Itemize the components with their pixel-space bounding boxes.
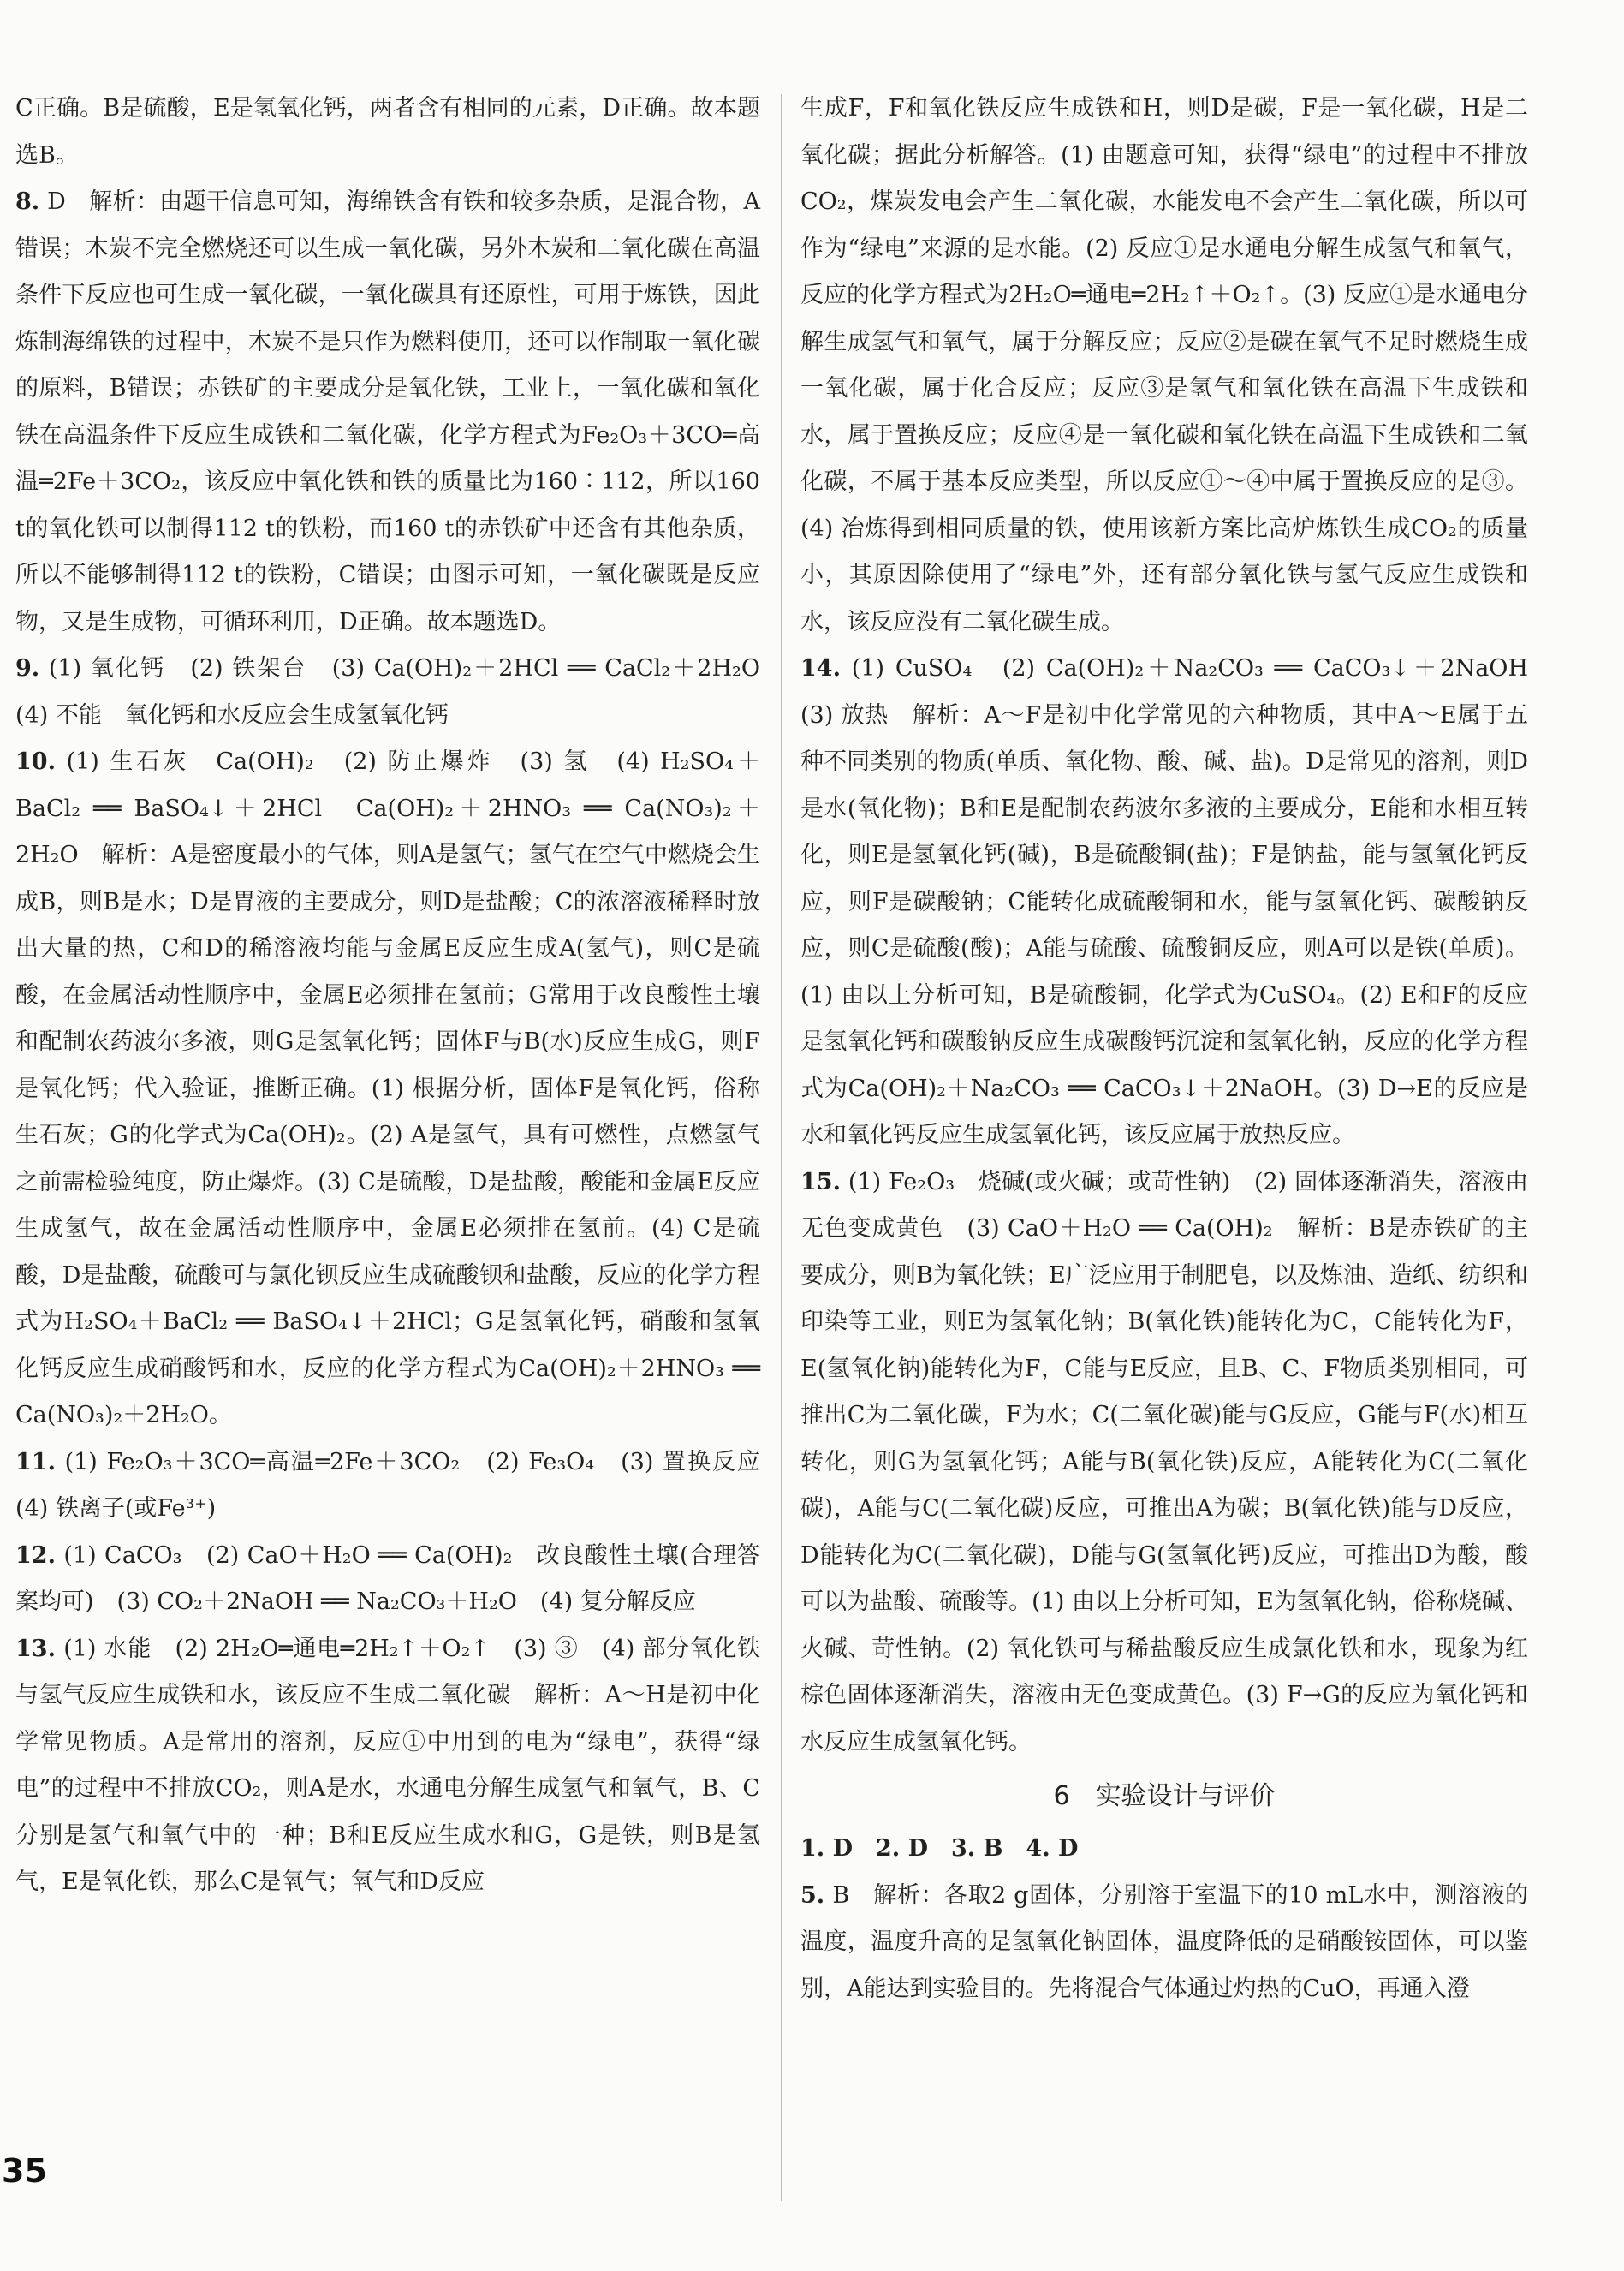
column-separator	[781, 94, 782, 2201]
answers-1-4: 1. D 2. D 3. B 4. D	[800, 1835, 1079, 1862]
answer-8: 8. D 解析：由题干信息可知，海绵铁含有铁和较多杂质，是混合物，A错误；木炭不完全燃烧还可以生成一氧化碳，另外木炭和二氧化碳在高温条件下反应也可生成一氧化碳，一氧化碳具有还原性，可用于炼铁，因此炼制海绵铁的过程中，木炭不是只作为燃料使用，还可以作制取一氧化碳的原料，B错误；赤铁矿的主要成分是氧化铁，工业上，一氧化碳和氧化铁在高温条件下反应生成铁和二氧化碳，化学方程式为Fe₂O₃＋3CO═高温═2Fe＋3CO₂，该反应中氧化铁和铁的质量比为160∶112，所以160 t的氧化铁可以制得112 t的铁粉，而160 t的赤铁矿中还含有其他杂质，所以不能够制得112 t的铁粉，C错误；由图示可知，一氧化碳既是反应物，又是生成物，可循环利用，D正确。故本题选D。	[15, 188, 760, 635]
answer-10: 10. (1) 生石灰 Ca(OH)₂ (2) 防止爆炸 (3) 氢 (4) H₂SO₄＋BaCl₂ ══ BaSO₄↓＋2HCl Ca(OH)₂＋2HNO₃ ══ Ca(NO₃)₂＋2H₂O 解析：A是密度最小的气体，则A是氢气；氢气在空气中燃烧会生成B，则B是水；D是胃液的主要成分，则D是盐酸；C的浓溶液稀释时放出大量的热，C和D的稀溶液均能与金属E反应生成A(氢气)，则C是硫酸，在金属活动性顺序中，金属E必须排在氢前；G常用于改良酸性土壤和配制农药波尔多液，则G是氢氧化钙；固体F与B(水)反应生成G，则F是氧化钙；代入验证，推断正确。(1) 根据分析，固体F是氧化钙，俗称生石灰；G的化学式为Ca(OH)₂。(2) A是氢气，具有可燃性，点燃氢气之前需检验纯度，防止爆炸。(3) C是硫酸，D是盐酸，酸能和金属E反应生成氢气，故在金属活动性顺序中，金属E必须排在氢前。(4) C是硫酸，D是盐酸，硫酸可与氯化钡反应生成硫酸钡和盐酸，反应的化学方程式为H₂SO₄＋BaCl₂ ══ BaSO₄↓＋2HCl；G是氢氧化钙，硝酸和氢氧化钙反应生成硝酸钙和水，反应的化学方程式为Ca(OH)₂＋2HNO₃ ══ Ca(NO₃)₂＋2H₂O。	[15, 748, 760, 1428]
answer-11: 11. (1) Fe₂O₃＋3CO═高温═2Fe＋3CO₂ (2) Fe₃O₄ (3) 置换反应 (4) 铁离子(或Fe³⁺)	[15, 1448, 783, 1522]
answer-7-continued: C正确。B是硫酸，E是氢氧化钙，两者含有相同的元素，D正确。故本题选B。	[15, 95, 760, 169]
left-column	[15, 86, 783, 1906]
answer-13: 13. (1) 水能 (2) 2H₂O═通电═2H₂↑＋O₂↑ (3) ③ (4) 部分氧化铁与氢气反应生成铁和水，该反应不生成二氧化碳 解析：A～H是初中化学常见物质。A是常用的溶剂，反应①中用到的电为“绿电”，获得“绿电”的过程中不排放CO₂，则A是水，水通电分解生成氢气和氧气，B、C分别是氢气和氧气中的一种；B和E反应生成水和G，G是铁，则B是氢气，E是氧化铁，那么C是氧气；氧气和D反应	[15, 1635, 760, 1895]
answer-9: 9. (1) 氧化钙 (2) 铁架台 (3) Ca(OH)₂＋2HCl ══ CaCl₂＋2H₂O (4) 不能 氧化钙和水反应会生成氢氧化钙	[15, 655, 783, 729]
answer-15: 15. (1) Fe₂O₃ 烧碱(或火碱；或苛性钠) (2) 固体逐渐消失，溶液由无色变成黄色 (3) CaO＋H₂O ══ Ca(OH)₂ 解析：B是赤铁矿的主要成分，则B为氧化铁；E广泛应用于制肥皂，以及炼油、造纸、纺织和印染等工业，则E为氢氧化钠；B(氧化铁)能转化为C，C能转化为F，E(氢氧化钠)能转化为F，C能与E反应，且B、C、F物质类别相同，可推出C为二氧化碳，F为水；C(二氧化碳)能与G反应，G能与F(水)相互转化，则G为氢氧化钙；A能与B(氧化铁)反应，A能转化为C(二氧化碳)，A能与C(二氧化碳)反应，可推出A为碳；B(氧化铁)能与D反应，D能转化为C(二氧化碳)，D能与G(氢氧化钙)反应，可推出D为酸，酸可以为盐酸、硫酸等。(1) 由以上分析可知，E为氢氧化钠，俗称烧碱、火碱、苛性钠。(2) 氧化铁可与稀盐酸反应生成氯化铁和水，现象为红棕色固体逐渐消失，溶液由无色变成黄色。(3) F→G的反应为氧化钙和水反应生成氢氧化钙。	[800, 1168, 1528, 1755]
answer-14: 14. (1) CuSO₄ (2) Ca(OH)₂＋Na₂CO₃ ══ CaCO₃↓＋2NaOH (3) 放热 解析：A～F是初中化学常见的六种物质，其中A～E属于五种不同类别的物质(单质、氧化物、酸、碱、盐)。D是常见的溶剂，则D是水(氧化物)；B和E是配制农药波尔多液的主要成分，E能和水相互转化，则E是氢氧化钙(碱)，B是硫酸铜(盐)；F是钠盐，能与氢氧化钙反应，则F是碳酸钠；C能转化成硫酸铜和水，能与氢氧化钙、碳酸钠反应，则C是硫酸(酸)；A能与硫酸、硫酸铜反应，则A可以是铁(单质)。(1) 由以上分析可知，B是硫酸铜，化学式为CuSO₄。(2) E和F的反应是氢氧化钙和碳酸钠反应生成碳酸钙沉淀和氢氧化钠，反应的化学方程式为Ca(OH)₂＋Na₂CO₃ ══ CaCO₃↓＋2NaOH。(3) D→E的反应是水和氧化钙反应生成氢氧化钙，该反应属于放热反应。	[800, 655, 1551, 1148]
answer-5: 5. B 解析：各取2 g固体，分别溶于室温下的10 mL水中，测溶液的温度，温度升高的是氢氧化钠固体，温度降低的是硝酸铵固体，可以鉴别，A能达到实验目的。先将混合气体通过灼热的CuO，再通入澄	[800, 1881, 1528, 2002]
answer-12: 12. (1) CaCO₃ (2) CaO＋H₂O ══ Ca(OH)₂ 改良酸性土壤(合理答案均可) (3) CO₂＋2NaOH ══ Na₂CO₃＋H₂O (4) 复分解反应	[15, 1541, 760, 1615]
page-number: 35	[2, 2152, 47, 2190]
right-column	[800, 86, 1551, 2012]
section-title: 6 实验设计与评价	[1053, 1781, 1276, 1811]
answer-13-continued: 生成F，F和氧化铁反应生成铁和H，则D是碳，F是一氧化碳，H是二氧化碳；据此分析解答。(1) 由题意可知，获得“绿电”的过程中不排放CO₂，煤炭发电会产生二氧化碳，水能发电不会产生二氧化碳，所以可作为“绿电”来源的是水能。(2) 反应①是水通电分解生成氢气和氧气，反应的化学方程式为2H₂O═通电═2H₂↑＋O₂↑。(3) 反应①是水通电分解生成氢气和氧气，属于分解反应；反应②是碳在氧气不足时燃烧生成一氧化碳，属于化合反应；反应③是氢气和氧化铁在高温下生成铁和水，属于置换反应；反应④是一氧化碳和氧化铁在高温下生成铁和二氧化碳，不属于基本反应类型，所以反应①～④中属于置换反应的是③。(4) 冶炼得到相同质量的铁，使用该新方案比高炉炼铁生成CO₂的质量小，其原因除使用了“绿电”外，还有部分氧化铁与氢气反应生成铁和水，该反应没有二氧化碳生成。	[800, 95, 1528, 635]
